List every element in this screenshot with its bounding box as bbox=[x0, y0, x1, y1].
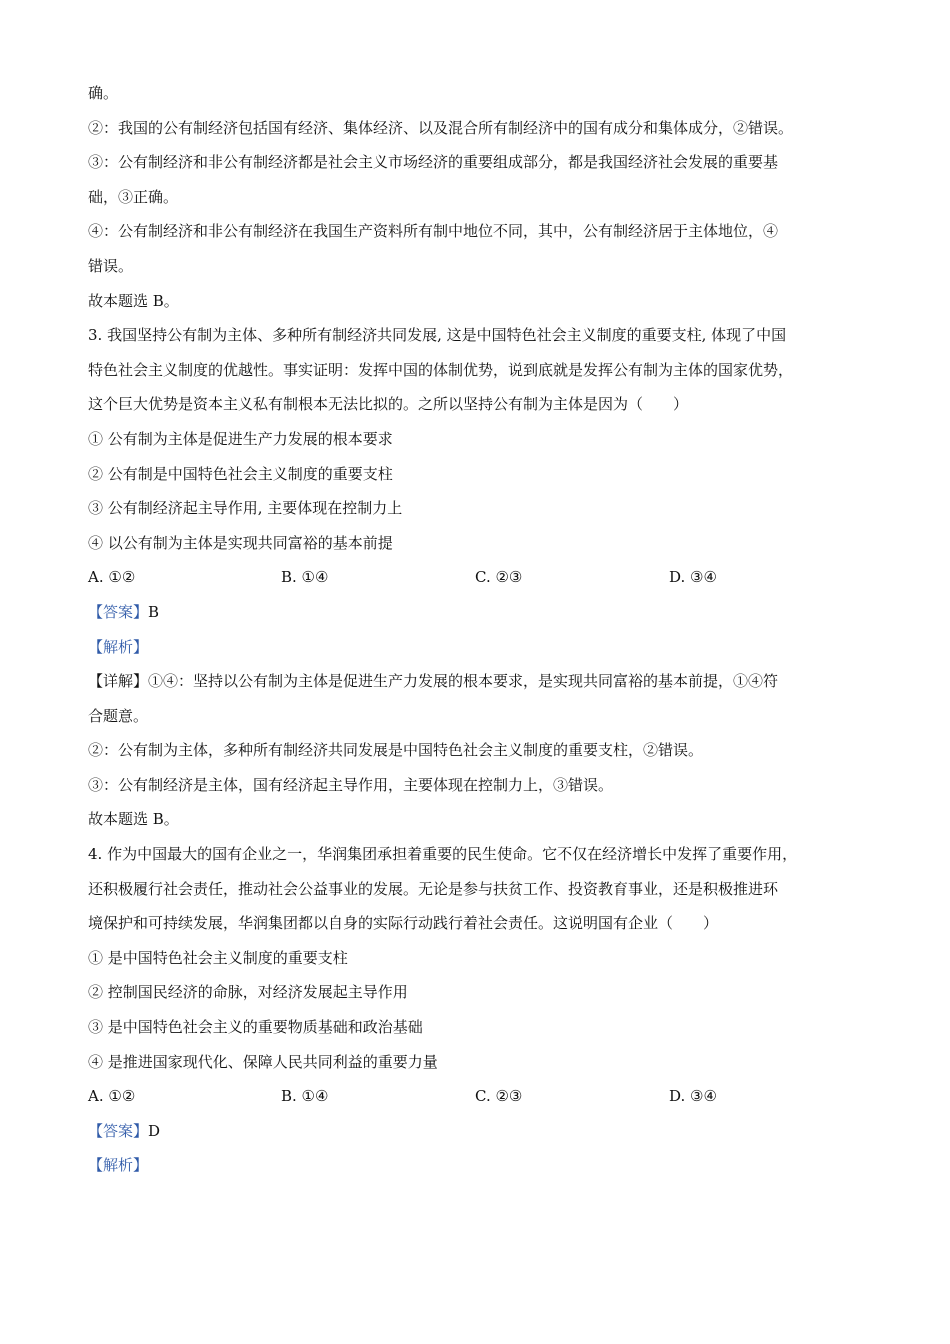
answer-line bbox=[88, 595, 868, 630]
analysis-tag: 【解析】 bbox=[88, 637, 149, 656]
option-a: A. ①② bbox=[88, 568, 136, 587]
answer-tag: 【答案】 bbox=[88, 602, 149, 621]
question-stem: 还积极履行社会责任，推动社会公益事业的发展。无论是参与扶贫工作、投资教育事业，还是积极推进环 bbox=[88, 879, 779, 898]
answer-options bbox=[88, 1079, 868, 1114]
answer-options bbox=[88, 560, 868, 595]
question-stem: 4. 作为中国最大的国有企业之一，华润集团承担着重要的民生使命。它不仅在经济增长中发挥了重要作用， bbox=[88, 845, 798, 864]
text-line: 故本题选 B。 bbox=[88, 291, 179, 310]
page-content bbox=[88, 76, 868, 1183]
text-line: ③：公有制经济和非公有制经济都是社会主义市场经济的重要组成部分，都是我国经济社会发展的重要基 bbox=[88, 153, 779, 172]
statement-item: ② 公有制是中国特色社会主义制度的重要支柱 bbox=[88, 464, 393, 483]
prev-analysis-block bbox=[88, 76, 868, 318]
question-stem: 这个巨大优势是资本主义私有制根本无法比拟的。之所以坚持公有制为主体是因为（ ） bbox=[88, 395, 689, 414]
text-line: 础，③正确。 bbox=[88, 187, 179, 206]
answer-value: B bbox=[148, 602, 160, 621]
analysis-tag: 【解析】 bbox=[88, 1156, 149, 1175]
statement-item: ④ 以公有制为主体是实现共同富裕的基本前提 bbox=[88, 533, 393, 552]
text-line: 错误。 bbox=[88, 256, 134, 275]
text-line: ②：我国的公有制经济包括国有经济、集体经济、以及混合所有制经济中的国有成分和集体成分，②错误。 bbox=[88, 118, 794, 137]
detail-line bbox=[88, 664, 868, 699]
statement-item: ③ 是中国特色社会主义的重要物质基础和政治基础 bbox=[88, 1018, 423, 1037]
detail-text: ①④：坚持以公有制为主体是促进生产力发展的根本要求，是实现共同富裕的基本前提，①④符 bbox=[148, 672, 779, 691]
option-c: C. ②③ bbox=[475, 1087, 523, 1106]
statement-item: ② 控制国民经济的命脉，对经济发展起主导作用 bbox=[88, 983, 408, 1002]
option-a: A. ①② bbox=[88, 1087, 136, 1106]
question-stem: 境保护和可持续发展，华润集团都以自身的实际行动践行着社会责任。这说明国有企业（ ） bbox=[88, 914, 719, 933]
option-c: C. ②③ bbox=[475, 568, 523, 587]
text-line: 合题意。 bbox=[88, 706, 149, 725]
detail-tag: 【详解】 bbox=[88, 672, 149, 691]
text-line: ④：公有制经济和非公有制经济在我国生产资料所有制中地位不同，其中，公有制经济居于主体地位，④ bbox=[88, 222, 779, 241]
question-3 bbox=[88, 318, 868, 837]
analysis-line bbox=[88, 1148, 868, 1183]
answer-value: D bbox=[148, 1121, 161, 1140]
option-b: B. ①④ bbox=[281, 1087, 329, 1106]
text-line: ③：公有制经济是主体，国有经济起主导作用，主要体现在控制力上，③错误。 bbox=[88, 775, 614, 794]
option-d: D. ③④ bbox=[669, 1087, 717, 1106]
text-line: ②：公有制为主体，多种所有制经济共同发展是中国特色社会主义制度的重要支柱，②错误。 bbox=[88, 741, 704, 760]
question-stem: 3. 我国坚持公有制为主体、多种所有制经济共同发展, 这是中国特色社会主义制度的重要支柱, 体现了中国 bbox=[88, 326, 787, 345]
statement-item: ① 是中国特色社会主义制度的重要支柱 bbox=[88, 948, 348, 967]
statement-item: ④ 是推进国家现代化、保障人民共同利益的重要力量 bbox=[88, 1052, 438, 1071]
statement-item: ③ 公有制经济起主导作用, 主要体现在控制力上 bbox=[88, 499, 403, 518]
answer-tag: 【答案】 bbox=[88, 1121, 149, 1140]
question-stem: 特色社会主义制度的优越性。事实证明：发挥中国的体制优势，说到底就是发挥公有制为主体的国家优势， bbox=[88, 360, 794, 379]
analysis-line bbox=[88, 630, 868, 665]
option-d: D. ③④ bbox=[669, 568, 717, 587]
text-line: 故本题选 B。 bbox=[88, 810, 179, 829]
option-b: B. ①④ bbox=[281, 568, 329, 587]
answer-line bbox=[88, 1114, 868, 1149]
question-4 bbox=[88, 837, 868, 1183]
statement-item: ① 公有制为主体是促进生产力发展的根本要求 bbox=[88, 429, 393, 448]
text-line: 确。 bbox=[88, 84, 119, 102]
